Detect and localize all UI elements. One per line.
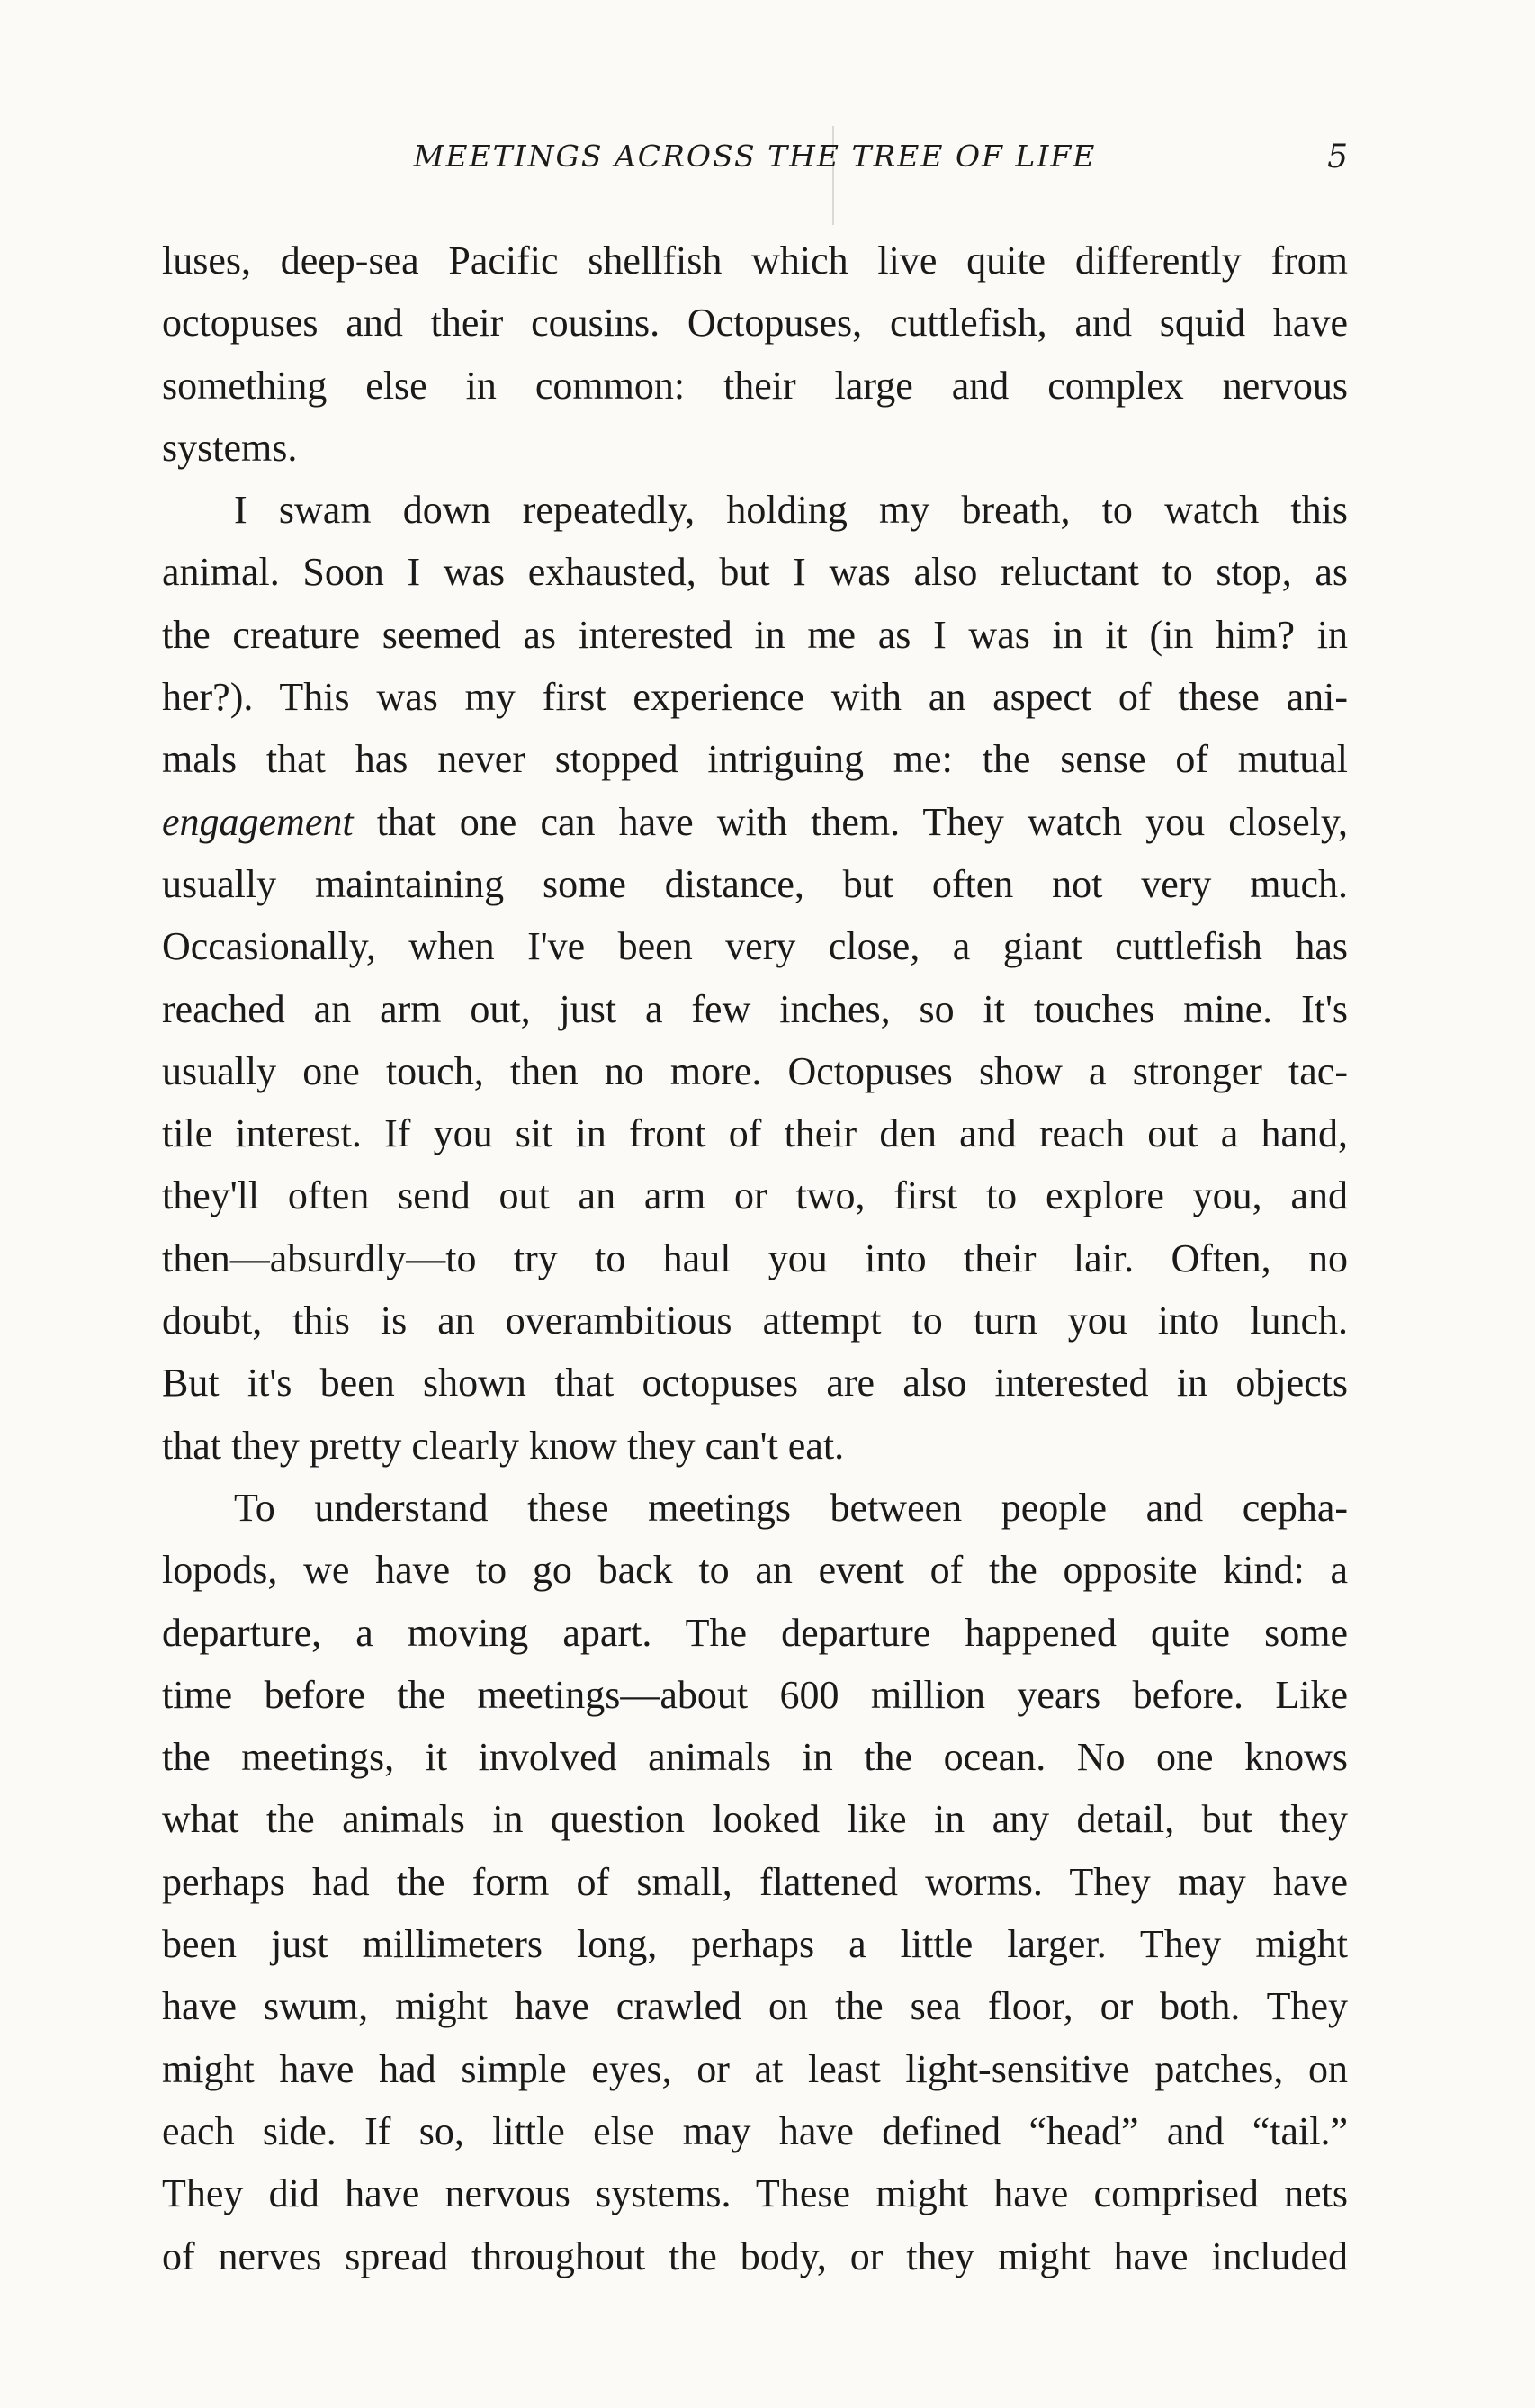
text-line: each side. If so, little else may have defined “head” and “tail.” (162, 2108, 1348, 2153)
text-line: tile interest. If you sit in front of their den and reach out a hand, (162, 1111, 1348, 1156)
text-line: something else in common: their large and complex nervous (162, 363, 1348, 408)
text-line: time before the meetings—about 600 million years before. Like (162, 1672, 1348, 1717)
running-head-title: MEETINGS ACROSS THE TREE OF LIFE (413, 139, 1097, 174)
page-number: 5 (1327, 139, 1348, 175)
text-line: doubt, this is an overambitious attempt to turn you into lunch. (162, 1298, 1348, 1343)
text-line: animal. Soon I was exhausted, but I was also reluctant to stop, as (162, 550, 1348, 595)
text-line: of nerves spread throughout the body, or they might have included (162, 2233, 1348, 2278)
body-text (162, 229, 1348, 2287)
text-line: perhaps had the form of small, flattened worms. They may have (162, 1859, 1348, 1904)
text-line: they'll often send out an arm or two, first to explore you, and (162, 1173, 1348, 1218)
text-line: Occasionally, when I've been very close, a giant cuttlefish has (162, 924, 1348, 969)
text-line: lopods, we have to go back to an event of the opposite kind: a (162, 1548, 1348, 1593)
text-line: might have had simple eyes, or at least light-sensitive patches, on (162, 2046, 1348, 2091)
paragraph-start-line: I swam down repeatedly, holding my breath, to watch this (234, 488, 1348, 533)
text-line: the creature seemed as interested in me as I was in it (in him? in (162, 612, 1348, 657)
text-line: have swum, might have crawled on the sea floor, or both. They (162, 1984, 1348, 2029)
text-line-remainder: that one can have with them. They watch you closely, (353, 799, 1348, 844)
text-line: octopuses and their cousins. Octopuses, cuttlefish, and squid have (162, 301, 1348, 346)
text-line: mals that has never stopped intriguing me: the sense of mutual (162, 737, 1348, 782)
text-line: usually one touch, then no more. Octopuses show a stronger tac- (162, 1048, 1348, 1093)
running-head (162, 135, 1348, 189)
text-line: usually maintaining some distance, but often not very much. (162, 861, 1348, 906)
text-line: But it's been shown that octopuses are also interested in objects (162, 1361, 1348, 1406)
text-line: reached an arm out, just a few inches, so it touches mine. It's (162, 986, 1348, 1031)
emphasized-word: engagement (162, 799, 354, 844)
text-line: then—absurdly—to try to haul you into their lair. Often, no (162, 1235, 1348, 1280)
text-line: her?). This was my first experience with an aspect of these ani- (162, 675, 1348, 720)
text-line-with-emphasis (162, 791, 1348, 853)
text-line: what the animals in question looked like in any detail, but they (162, 1797, 1348, 1842)
text-line: been just millimeters long, perhaps a little larger. They might (162, 1922, 1348, 1967)
text-line: They did have nervous systems. These might have comprised nets (162, 2171, 1348, 2216)
text-line: the meetings, it involved animals in the ocean. No one knows (162, 1735, 1348, 1780)
text-line: that they pretty clearly know they can't eat. (162, 1423, 845, 1468)
text-line: systems. (162, 425, 298, 470)
text-line: departure, a moving apart. The departure happened quite some (162, 1610, 1348, 1655)
text-line: luses, deep-sea Pacific shellfish which live quite differently from (162, 238, 1348, 283)
paragraph-start-line: To understand these meetings between people and cepha- (234, 1485, 1348, 1530)
